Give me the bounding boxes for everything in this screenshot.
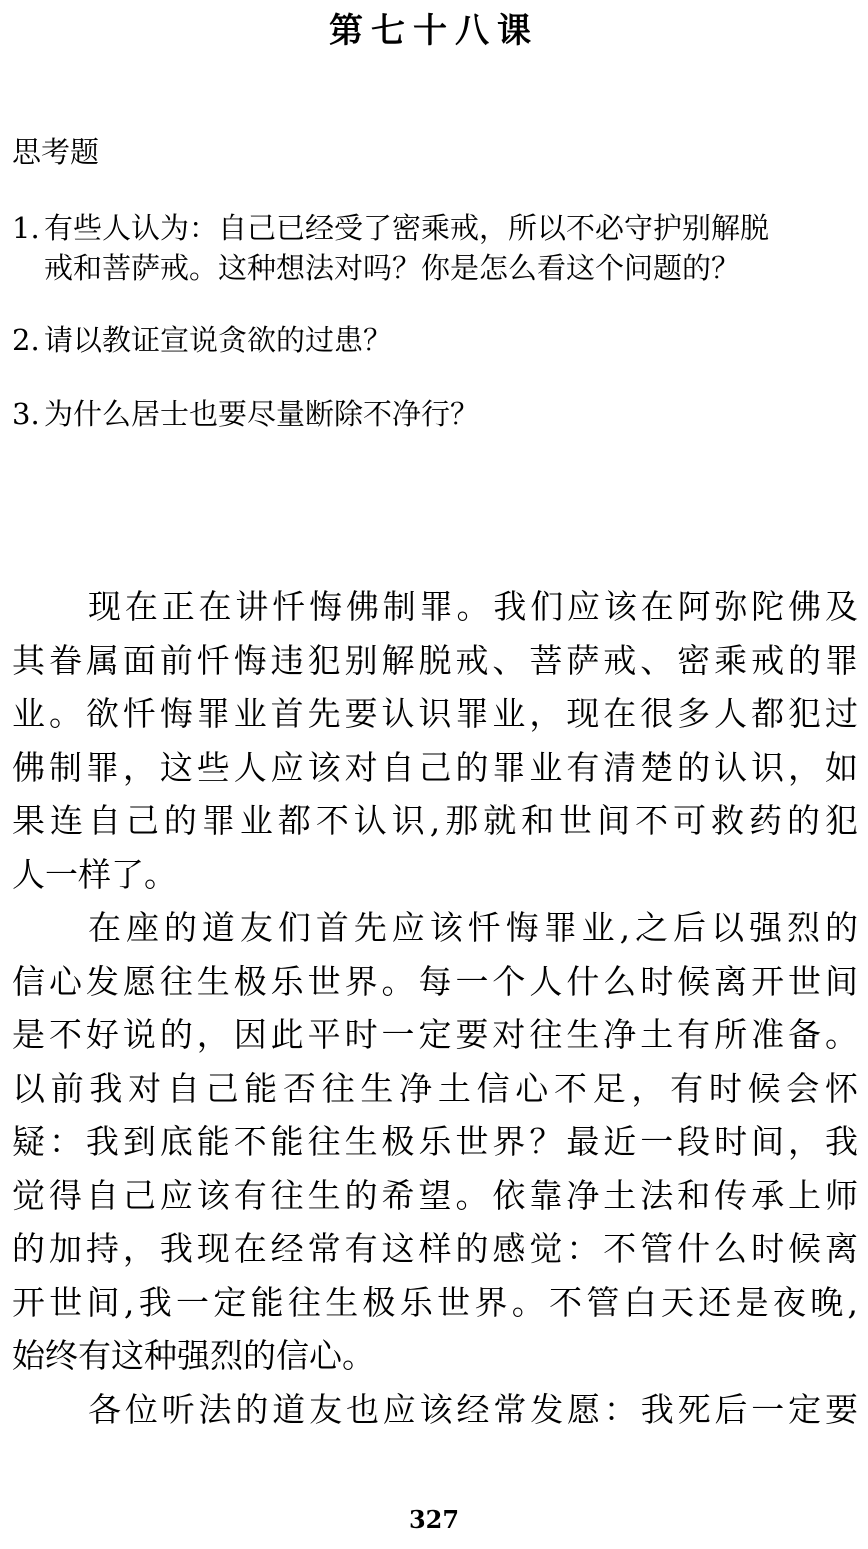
page-title: 第七十八课 — [329, 11, 539, 51]
question-number: 3. — [12, 397, 40, 431]
paragraph-2-line-5: 疑：我到底能不能往生极乐世界？最近一段时间，我 — [12, 1122, 858, 1161]
question-1-line-1 — [12, 208, 860, 248]
paragraph-1-line-2: 其眷属面前忏悔违犯别解脱戒、菩萨戒、密乘戒的罪 — [12, 640, 858, 680]
paragraph-1-line-1: 现在正在讲忏悔佛制罪。我们应该在阿弥陀佛及 — [88, 587, 858, 626]
paragraph-1-line-6: 人一样了。 — [12, 854, 177, 894]
question-text: 为什么居士也要尽量断除不净行？ — [44, 397, 480, 431]
question-item-1 — [12, 208, 860, 288]
paragraph-3-line-1: 各位听法的道友也应该经常发愿：我死后一定要 — [88, 1389, 858, 1429]
paragraph-2-line-2: 信心发愿往生极乐世界。每一个人什么时候离开世间 — [12, 961, 858, 1001]
paragraph-2-line-4: 以前我对自己能否往生净土信心不足，有时候会怀 — [12, 1068, 858, 1108]
paragraph-2-line-9: 始终有这种强烈的信心。 — [12, 1336, 375, 1375]
question-text: 有些人认为：自己已经受了密乘戒，所以不必守护别解脱 — [44, 211, 770, 245]
body-text — [12, 580, 858, 1436]
question-number: 1. — [12, 211, 40, 245]
question-3-line-1 — [12, 394, 860, 434]
paragraph-2-line-3: 是不好说的，因此平时一定要对往生净土有所准备。 — [12, 1015, 858, 1054]
question-item-2 — [12, 320, 860, 360]
question-2-line-1 — [12, 320, 860, 360]
paragraph-2-line-6: 觉得自己应该有往生的希望。依靠净土法和传承上师 — [12, 1175, 858, 1215]
paragraph-2-line-8: 开世间,我一定能往生极乐世界。不管白天还是夜晚, — [12, 1282, 858, 1322]
paragraph-1-line-3: 业。欲忏悔罪业首先要认识罪业，现在很多人都犯过 — [12, 694, 858, 733]
paragraph-2-line-7: 的加持，我现在经常有这样的感觉：不管什么时候离 — [12, 1229, 858, 1268]
paragraph-2-line-1: 在座的道友们首先应该忏悔罪业,之后以强烈的 — [88, 908, 858, 947]
question-item-3 — [12, 394, 860, 434]
question-text: 请以教证宣说贪欲的过患？ — [44, 323, 393, 357]
page-number: 327 — [408, 1505, 460, 1534]
paragraph-1-line-5: 果连自己的罪业都不认识,那就和世间不可救药的犯 — [12, 801, 858, 840]
paragraph-1-line-4: 佛制罪，这些人应该对自己的罪业有清楚的认识，如 — [12, 747, 858, 787]
question-number: 2. — [12, 323, 40, 357]
question-1-line-2: 戒和菩萨戒。这种想法对吗？你是怎么看这个问题的？ — [44, 251, 741, 285]
questions-heading: 思考题 — [12, 135, 100, 169]
